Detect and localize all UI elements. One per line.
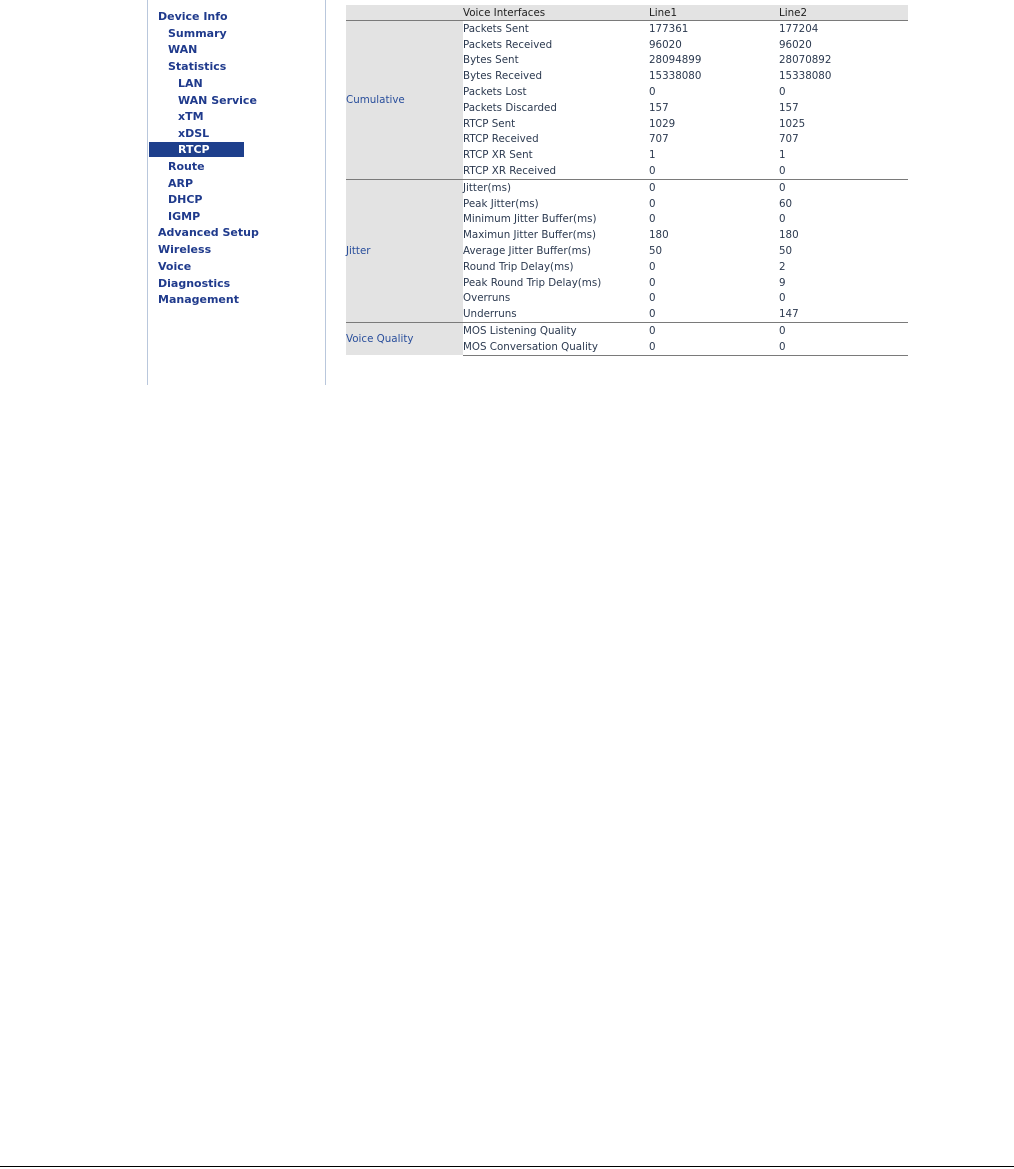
line1-value: 0 [649,86,656,99]
line2-value: 180 [779,229,799,242]
line1-value: 15338080 [649,70,702,83]
line2-value: 1 [779,149,786,162]
metric-label: Packets Discarded [463,101,557,114]
line2-value: 60 [779,197,793,210]
sidebar-item-statistics[interactable]: Statistics [168,60,227,73]
line1-value: 0 [649,179,779,195]
line1-value: 0 [649,308,656,321]
line1-value: 0 [649,165,656,178]
line1-value: 0 [649,276,656,289]
line2-value: 9 [779,276,786,289]
line1-value: 0 [649,292,656,305]
metric-label: Packets Received [463,38,553,51]
sidebar-item-xtm[interactable]: xTM [178,110,204,123]
sidebar-nav [147,0,326,385]
metric-label: Packets Sent [463,22,529,35]
metric-label: MOS Conversation Quality [463,339,649,355]
sidebar-item-management[interactable]: Management [158,293,239,306]
sidebar-item-route[interactable]: Route [168,160,205,173]
line2-value: 28070892 [779,54,832,67]
sidebar-item-lan[interactable]: LAN [178,77,203,90]
metric-label: Peak Jitter(ms) [463,197,539,210]
line1-value: 28094899 [649,54,702,67]
group-label: Jitter [346,179,463,322]
sidebar-item-wireless[interactable]: Wireless [158,243,212,256]
metric-label: Peak Round Trip Delay(ms) [463,276,602,289]
metric-label: Round Trip Delay(ms) [463,260,574,273]
line1-value: 180 [649,229,669,242]
line2-value: 0 [779,339,908,355]
line1-value: 1 [649,149,656,162]
sidebar-item-summary[interactable]: Summary [168,27,227,40]
line1-value: 0 [649,260,656,273]
line2-value: 96020 [779,38,812,51]
metric-label: RTCP XR Sent [463,149,533,162]
rtcp-statistics-panel [346,5,908,356]
sidebar-item-igmp[interactable]: IGMP [168,210,201,223]
metric-label: RTCP XR Received [463,165,557,178]
header-group [346,5,463,21]
line1-value: 177361 [649,22,689,35]
header-line2: Line2 [779,5,908,21]
table-row [346,323,908,339]
metric-label: RTCP Sent [463,117,516,130]
line1-value: 0 [649,213,656,226]
group-label: Cumulative [346,21,463,180]
header-voice-interfaces: Voice Interfaces [463,5,649,21]
sidebar-item-rtcp[interactable]: RTCP [149,142,244,157]
line2-value: 50 [779,245,793,258]
sidebar-item-xdsl[interactable]: xDSL [178,127,210,140]
line1-value: 1029 [649,117,676,130]
rtcp-statistics-table [346,5,908,356]
line1-value: 707 [649,133,669,146]
sidebar-item-diagnostics[interactable]: Diagnostics [158,277,231,290]
line2-value: 157 [779,101,799,114]
metric-label: Minimum Jitter Buffer(ms) [463,213,597,226]
metric-label: RTCP Received [463,133,539,146]
header-line1: Line1 [649,5,779,21]
metric-label: Underruns [463,308,517,321]
sidebar-item-advanced-setup[interactable]: Advanced Setup [158,226,259,239]
line2-value: 2 [779,260,786,273]
line1-value: 157 [649,101,669,114]
table-row [346,21,908,37]
line2-value: 0 [779,165,786,178]
sidebar-item-device-info[interactable]: Device Info [158,10,228,23]
metric-label: Bytes Received [463,70,543,83]
table-row [346,179,908,195]
metric-label: Bytes Sent [463,54,519,67]
line2-value: 0 [779,86,786,99]
line1-value: 0 [649,197,656,210]
line2-value: 0 [779,179,908,195]
table-header-row [346,5,908,21]
sidebar-item-dhcp[interactable]: DHCP [168,193,203,206]
line2-value: 0 [779,213,786,226]
line2-value: 0 [779,292,786,305]
metric-label: Packets Lost [463,86,527,99]
metric-label: Maximun Jitter Buffer(ms) [463,229,596,242]
line2-value: 0 [779,323,908,339]
metric-label: MOS Listening Quality [463,323,649,339]
line2-value: 1025 [779,117,806,130]
line1-value: 0 [649,323,779,339]
sidebar-item-wan[interactable]: WAN [168,43,198,56]
line2-value: 707 [779,133,799,146]
page-bottom-rule [0,1166,1014,1167]
line1-value: 96020 [649,38,682,51]
metric-label: Average Jitter Buffer(ms) [463,245,592,258]
sidebar-item-arp[interactable]: ARP [168,177,194,190]
line1-value: 50 [649,245,663,258]
sidebar-item-voice[interactable]: Voice [158,260,192,273]
metric-label: Jitter(ms) [463,179,649,195]
metric-label: Overruns [463,292,511,305]
line1-value: 0 [649,339,779,355]
line2-value: 147 [779,308,799,321]
group-label: Voice Quality [346,323,463,356]
line2-value: 15338080 [779,70,832,83]
line2-value: 177204 [779,22,819,35]
sidebar-item-wan-service[interactable]: WAN Service [178,94,257,107]
